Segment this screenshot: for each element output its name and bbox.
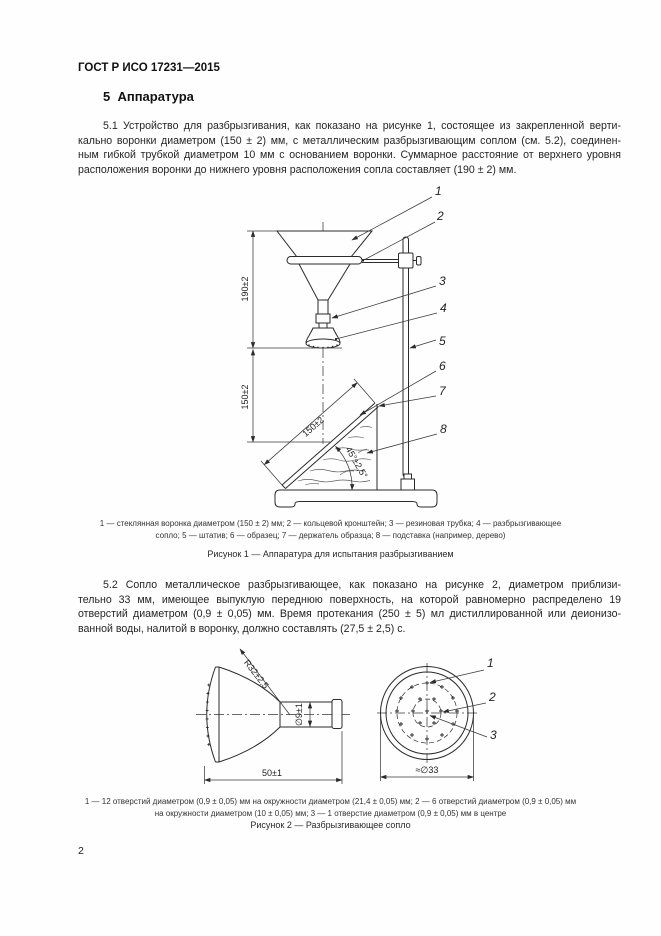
figure-1-drawing bbox=[220, 182, 464, 518]
dim-label-150-vertical: 150±2 bbox=[240, 384, 250, 410]
paragraph-line: расположения воронки до нижнего уровня расположения сопла составляет (190 ± 2) мм. bbox=[78, 163, 517, 176]
paragraph-line: отверстий диаметром (0,9 ± 0,05) мм. Время протекания (250 ± 5) мл дистиллированной или деионизо- bbox=[78, 608, 621, 620]
callout-8: 8 bbox=[440, 422, 447, 436]
figure1-legend bbox=[60, 518, 601, 542]
callout-6: 6 bbox=[439, 359, 446, 373]
figure1-callouts bbox=[435, 184, 447, 436]
rubber-tube bbox=[316, 314, 330, 328]
nozzle-side-view bbox=[196, 667, 350, 762]
figure2-callouts bbox=[487, 656, 497, 742]
dim-label-d33: ≈∅33 bbox=[415, 765, 439, 775]
ring-bracket bbox=[362, 253, 421, 268]
paragraph-line: 5.1 Устройство для разбрызгивания, как показано на рисунке 1, состоящее из закрепленной верти- bbox=[103, 120, 621, 132]
callout-3: 3 bbox=[439, 274, 446, 288]
callout-2: 2 bbox=[437, 209, 444, 223]
dim-label-50: 50±1 bbox=[262, 768, 282, 778]
dim-label-d9: ∅9±1 bbox=[294, 703, 304, 726]
callout-5: 5 bbox=[439, 334, 446, 348]
spray-nozzle bbox=[306, 328, 340, 348]
paragraph-line: ванной воды, налитой в воронку, должно составлять (27,5 ± 2,5) с. bbox=[78, 622, 406, 635]
callout-7: 7 bbox=[439, 384, 446, 398]
callout-4: 4 bbox=[440, 301, 447, 315]
document-header-title: ГОСТ Р ИСО 17231—2015 bbox=[78, 62, 220, 74]
figure2-leaders bbox=[430, 670, 487, 737]
figure2-caption: Рисунок 2 — Разбрызгивающее сопло bbox=[250, 820, 411, 830]
figure2-legend bbox=[60, 796, 601, 820]
glass-funnel bbox=[277, 231, 372, 314]
legend-line: на окружности диаметром (10 ± 0,05) мм; 3 — 1 отверстие диаметром (0,9 ± 0,05) мм в центре bbox=[154, 809, 507, 818]
section-title: 5 Аппаратура bbox=[103, 89, 194, 104]
dim-label-r32: R32±2,5 bbox=[241, 657, 271, 691]
legend-line: 1 — стеклянная воронка диаметром (150 ± 2) мм; 2 — кольцевой кронштейн; 3 — резиновая трубка; 4 — разбрызгивающее bbox=[99, 519, 562, 528]
legend-line: сопло; 5 — штатив; 6 — образец; 7 — держатель образца; 8 — подставка (например, дерево) bbox=[155, 531, 506, 540]
paragraph-5-1 bbox=[78, 119, 621, 177]
paragraph-line: ным гибкой трубкой диаметром 10 мм с основанием воронки. Суммарное расстояние от верхнего уровня bbox=[78, 149, 621, 161]
dim-label-angle: 45°±2,5° bbox=[343, 444, 370, 481]
legend-line: 1 — 12 отверстий диаметром (0,9 ± 0,05) мм на окружности диаметром (21,4 ± 0,05) мм; 2 — 6 отверстий диаметром (0,9 ± 0,05) мм bbox=[84, 797, 577, 806]
callout-2: 2 bbox=[489, 690, 496, 704]
dim-label-190: 190±2 bbox=[240, 276, 250, 302]
figure-2-drawing bbox=[150, 645, 510, 787]
stand-base bbox=[275, 490, 437, 507]
figure1-caption: Рисунок 1 — Аппаратура для испытания разбрызгиванием bbox=[207, 549, 454, 559]
page-number: 2 bbox=[78, 845, 84, 857]
dim-label-150-plate: 150±2 bbox=[300, 414, 326, 439]
callout-1: 1 bbox=[487, 656, 494, 670]
callout-1: 1 bbox=[435, 184, 442, 198]
dimension-50 bbox=[205, 731, 343, 784]
paragraph-line: 5.2 Сопло металлическое разбрызгивающее, как показано на рисунке 2, диаметром приблизи- bbox=[103, 579, 621, 591]
paragraph-line: тельно 33 мм, имеющее выпуклую переднюю поверхность, на которой равномерно распределено 19 bbox=[78, 593, 621, 606]
dimension-angle-45 bbox=[336, 445, 370, 490]
callout-3: 3 bbox=[490, 728, 497, 742]
dimension-r32 bbox=[240, 649, 290, 715]
nozzle-front-view bbox=[377, 663, 477, 764]
paragraph-5-2 bbox=[78, 578, 621, 636]
stand-rod bbox=[401, 237, 415, 490]
paragraph-line: кально воронки диаметром (150 ± 2) мм, с металлическим разбрызгивающим соплом (см. 5.2), соединен- bbox=[78, 134, 621, 147]
